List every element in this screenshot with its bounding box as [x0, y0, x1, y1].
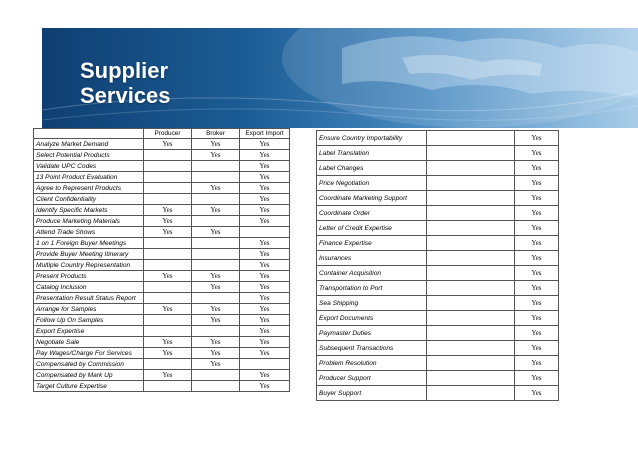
table-row: [34, 194, 290, 205]
service-name-cell: Select Potential Products: [34, 150, 144, 161]
table-row: [317, 311, 559, 326]
availability-cell: Yes: [240, 304, 290, 315]
header-column: Producer: [144, 129, 192, 139]
service-name-cell: Present Products: [34, 271, 144, 282]
table-row: [34, 348, 290, 359]
availability-cell: Yes: [515, 341, 559, 356]
table-row: [34, 315, 290, 326]
availability-cell: [427, 386, 515, 401]
availability-cell: Yes: [240, 271, 290, 282]
table-row: [317, 176, 559, 191]
table-row: [317, 146, 559, 161]
availability-cell: Yes: [515, 266, 559, 281]
availability-cell: [427, 266, 515, 281]
availability-cell: [427, 326, 515, 341]
availability-cell: [144, 194, 192, 205]
availability-cell: Yes: [144, 337, 192, 348]
table-header-row: [34, 129, 290, 139]
service-name-cell: Client Confidentiality: [34, 194, 144, 205]
availability-cell: Yes: [515, 281, 559, 296]
title-line-2: Services: [80, 83, 171, 108]
availability-cell: [192, 381, 240, 392]
availability-cell: Yes: [240, 172, 290, 183]
availability-cell: Yes: [240, 381, 290, 392]
service-name-cell: Analyze Market Demand: [34, 139, 144, 150]
availability-cell: [144, 282, 192, 293]
availability-cell: Yes: [240, 161, 290, 172]
service-name-cell: Attend Trade Shows: [34, 227, 144, 238]
availability-cell: Yes: [515, 131, 559, 146]
service-name-cell: Label Changes: [317, 161, 427, 176]
availability-cell: [427, 356, 515, 371]
table-row: [317, 236, 559, 251]
availability-cell: Yes: [144, 205, 192, 216]
export-services-table: [316, 130, 559, 401]
service-name-cell: Arrange for Samples: [34, 304, 144, 315]
availability-cell: Yes: [144, 271, 192, 282]
service-name-cell: Label Translation: [317, 146, 427, 161]
availability-cell: Yes: [144, 216, 192, 227]
availability-cell: [144, 315, 192, 326]
table-row: [317, 251, 559, 266]
availability-cell: Yes: [144, 139, 192, 150]
availability-cell: [192, 370, 240, 381]
availability-cell: [192, 216, 240, 227]
page-title: [80, 58, 171, 108]
services-comparison-table: [33, 128, 290, 392]
availability-cell: [427, 341, 515, 356]
service-name-cell: Negotiate Sale: [34, 337, 144, 348]
availability-cell: [192, 326, 240, 337]
availability-cell: Yes: [192, 183, 240, 194]
table-row: [34, 271, 290, 282]
service-name-cell: Container Acquisition: [317, 266, 427, 281]
availability-cell: [427, 251, 515, 266]
availability-cell: [192, 161, 240, 172]
availability-cell: Yes: [240, 194, 290, 205]
table-row: [317, 386, 559, 401]
availability-cell: Yes: [515, 386, 559, 401]
availability-cell: [427, 311, 515, 326]
availability-cell: Yes: [192, 150, 240, 161]
availability-cell: Yes: [240, 139, 290, 150]
table-row: [317, 281, 559, 296]
availability-cell: [427, 146, 515, 161]
availability-cell: Yes: [144, 227, 192, 238]
availability-cell: [192, 238, 240, 249]
table-row: [34, 337, 290, 348]
availability-cell: Yes: [240, 293, 290, 304]
availability-cell: Yes: [240, 315, 290, 326]
availability-cell: Yes: [515, 221, 559, 236]
availability-cell: Yes: [515, 311, 559, 326]
availability-cell: [427, 191, 515, 206]
service-name-cell: Compensated by Mark Up: [34, 370, 144, 381]
availability-cell: [192, 293, 240, 304]
table-row: [317, 371, 559, 386]
service-name-cell: Export Documents: [317, 311, 427, 326]
availability-cell: [240, 359, 290, 370]
service-name-cell: Insurances: [317, 251, 427, 266]
availability-cell: [192, 172, 240, 183]
service-name-cell: Compensated by Commission: [34, 359, 144, 370]
availability-cell: [144, 161, 192, 172]
service-name-cell: Producer Support: [317, 371, 427, 386]
availability-cell: Yes: [240, 282, 290, 293]
table-row: [317, 296, 559, 311]
availability-cell: Yes: [240, 216, 290, 227]
availability-cell: Yes: [192, 139, 240, 150]
title-line-1: Supplier: [80, 58, 169, 83]
header-column: Broker: [192, 129, 240, 139]
table-row: [34, 161, 290, 172]
availability-cell: [144, 238, 192, 249]
table-row: [34, 260, 290, 271]
availability-cell: [144, 359, 192, 370]
service-name-cell: Identify Specific Markets: [34, 205, 144, 216]
table-row: [317, 266, 559, 281]
availability-cell: Yes: [515, 236, 559, 251]
table-row: [34, 304, 290, 315]
service-name-cell: Letter of Credit Expertise: [317, 221, 427, 236]
table-row: [34, 205, 290, 216]
table-row: [34, 150, 290, 161]
service-name-cell: Target Culture Expertise: [34, 381, 144, 392]
availability-cell: Yes: [240, 183, 290, 194]
availability-cell: Yes: [515, 326, 559, 341]
availability-cell: Yes: [192, 282, 240, 293]
service-name-cell: Buyer Support: [317, 386, 427, 401]
availability-cell: [192, 194, 240, 205]
service-name-cell: Presentation Result Status Report: [34, 293, 144, 304]
availability-cell: [192, 249, 240, 260]
availability-cell: Yes: [515, 356, 559, 371]
service-name-cell: Export Expertise: [34, 326, 144, 337]
availability-cell: Yes: [515, 251, 559, 266]
availability-cell: Yes: [515, 161, 559, 176]
availability-cell: Yes: [240, 348, 290, 359]
availability-cell: Yes: [240, 326, 290, 337]
table-row: [34, 216, 290, 227]
availability-cell: Yes: [240, 370, 290, 381]
availability-cell: [144, 326, 192, 337]
availability-cell: Yes: [240, 238, 290, 249]
table-row: [317, 356, 559, 371]
service-name-cell: Finance Expertise: [317, 236, 427, 251]
availability-cell: Yes: [144, 304, 192, 315]
service-name-cell: Agree to Represent Products: [34, 183, 144, 194]
service-name-cell: Provide Buyer Meeting Itinerary: [34, 249, 144, 260]
availability-cell: Yes: [192, 348, 240, 359]
table-row: [34, 370, 290, 381]
availability-cell: [427, 296, 515, 311]
availability-cell: [240, 227, 290, 238]
service-name-cell: Follow Up On Samples: [34, 315, 144, 326]
table-row: [34, 172, 290, 183]
availability-cell: Yes: [192, 304, 240, 315]
table-row: [34, 227, 290, 238]
availability-cell: Yes: [240, 249, 290, 260]
availability-cell: Yes: [192, 271, 240, 282]
table-row: [34, 249, 290, 260]
service-name-cell: Coordinate Marketing Support: [317, 191, 427, 206]
table-row: [317, 341, 559, 356]
service-name-cell: Catalog Inclusion: [34, 282, 144, 293]
table-row: [317, 161, 559, 176]
availability-cell: [427, 236, 515, 251]
table-row: [34, 326, 290, 337]
service-name-cell: Produce Marketing Materials: [34, 216, 144, 227]
service-name-cell: Problem Resolution: [317, 356, 427, 371]
table-row: [34, 381, 290, 392]
availability-cell: [427, 281, 515, 296]
availability-cell: [427, 206, 515, 221]
availability-cell: [144, 249, 192, 260]
availability-cell: Yes: [144, 348, 192, 359]
table-row: [317, 206, 559, 221]
availability-cell: Yes: [240, 150, 290, 161]
service-name-cell: 1 on 1 Foreign Buyer Meetings: [34, 238, 144, 249]
availability-cell: Yes: [192, 337, 240, 348]
table-row: [317, 221, 559, 236]
table-row: [34, 293, 290, 304]
availability-cell: [144, 293, 192, 304]
service-name-cell: Multiple Country Representation: [34, 260, 144, 271]
availability-cell: Yes: [515, 146, 559, 161]
service-name-cell: Pay Wages/Charge For Services: [34, 348, 144, 359]
availability-cell: [144, 172, 192, 183]
availability-cell: [144, 183, 192, 194]
service-name-cell: Paymaster Duties: [317, 326, 427, 341]
service-name-cell: 13 Point Product Evaluation: [34, 172, 144, 183]
availability-cell: [144, 260, 192, 271]
availability-cell: Yes: [515, 296, 559, 311]
availability-cell: Yes: [515, 206, 559, 221]
service-name-cell: Validate UPC Codes: [34, 161, 144, 172]
table-row: [317, 191, 559, 206]
availability-cell: Yes: [515, 176, 559, 191]
availability-cell: Yes: [192, 227, 240, 238]
service-name-cell: Subsequent Transactions: [317, 341, 427, 356]
service-name-cell: Transportation to Port: [317, 281, 427, 296]
availability-cell: Yes: [515, 371, 559, 386]
availability-cell: [427, 161, 515, 176]
table-row: [34, 139, 290, 150]
availability-cell: Yes: [192, 359, 240, 370]
service-name-cell: Sea Shipping: [317, 296, 427, 311]
availability-cell: [427, 221, 515, 236]
availability-cell: [144, 150, 192, 161]
header-service: [34, 129, 144, 139]
availability-cell: Yes: [192, 315, 240, 326]
header-column: Export Import: [240, 129, 290, 139]
table-row: [34, 238, 290, 249]
availability-cell: Yes: [192, 205, 240, 216]
service-name-cell: Coordinate Order: [317, 206, 427, 221]
table-row: [34, 359, 290, 370]
availability-cell: Yes: [144, 370, 192, 381]
service-name-cell: Price Negotiation: [317, 176, 427, 191]
availability-cell: [192, 260, 240, 271]
table-row: [317, 326, 559, 341]
availability-cell: [427, 176, 515, 191]
table-row: [34, 282, 290, 293]
availability-cell: [427, 371, 515, 386]
availability-cell: [144, 381, 192, 392]
availability-cell: Yes: [240, 205, 290, 216]
availability-cell: [427, 131, 515, 146]
availability-cell: Yes: [240, 337, 290, 348]
service-name-cell: Ensure Country Importability: [317, 131, 427, 146]
table-row: [317, 131, 559, 146]
table-row: [34, 183, 290, 194]
availability-cell: Yes: [515, 191, 559, 206]
availability-cell: Yes: [240, 260, 290, 271]
